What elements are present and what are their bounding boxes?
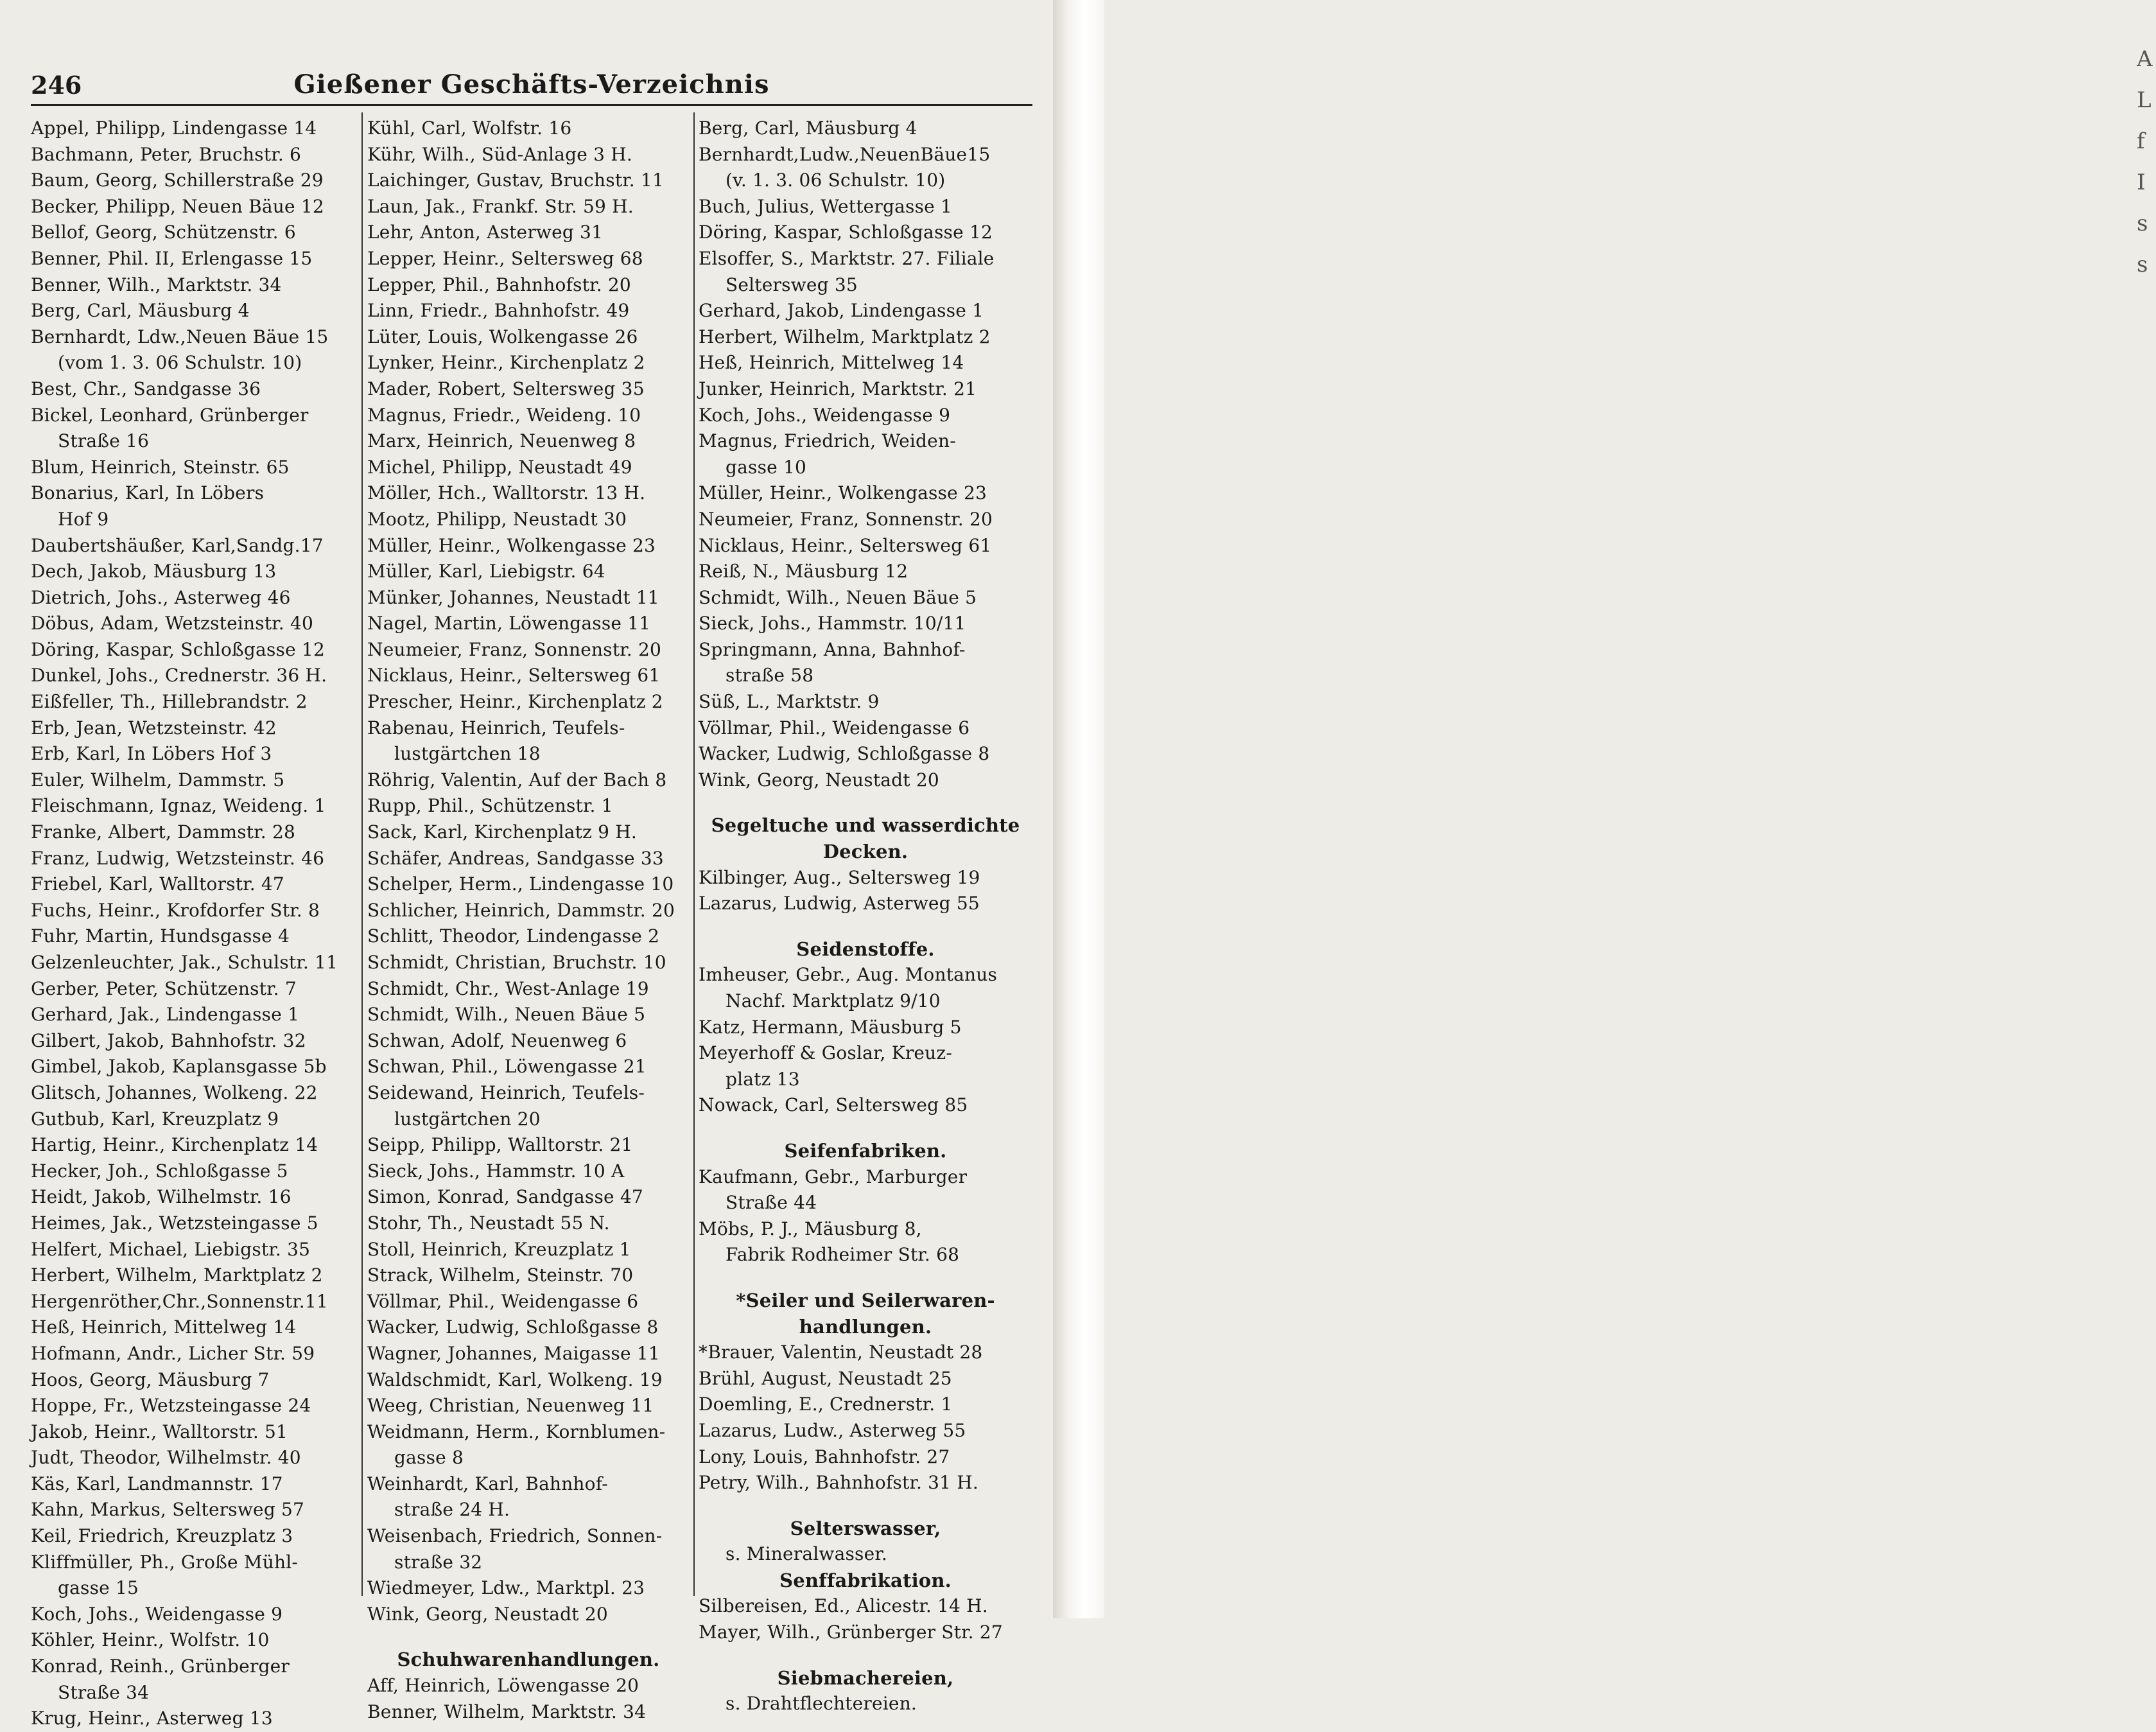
directory-entry: Käs, Karl, Landmannstr. 17	[31, 1473, 283, 1494]
directory-entry: Prescher, Heinr., Kirchenplatz 2	[367, 691, 663, 713]
directory-entry: Buch, Julius, Wettergasse 1	[699, 195, 953, 217]
directory-entry: Schmidt, Christian, Bruchstr. 10	[367, 952, 666, 973]
bleed-letter: A	[2137, 46, 2153, 72]
directory-entry: Simon, Konrad, Sandgasse 47	[367, 1186, 643, 1208]
section-spacer	[367, 1627, 690, 1647]
directory-entry: Lepper, Heinr., Seltersweg 68	[367, 247, 643, 269]
directory-entry: Schmidt, Chr., West-Anlage 19	[367, 977, 649, 999]
directory-entry: Gutbub, Karl, Kreuzplatz 9	[31, 1108, 279, 1130]
section-heading: handlungen.	[799, 1315, 932, 1338]
directory-entry: Schmidt, Wilh., Neuen Bäue 5	[367, 1004, 646, 1026]
directory-entry: Magnus, Friedrich, Weiden-	[699, 430, 956, 452]
bleed-letter: I	[2137, 170, 2146, 195]
section-spacer	[699, 1496, 1032, 1516]
directory-entry: Best, Chr., Sandgasse 36	[31, 378, 261, 399]
directory-entry: Gilbert, Jakob, Bahnhofstr. 32	[31, 1029, 306, 1051]
entry-continuation: Nachf. Marktplatz 9/10	[726, 990, 941, 1011]
directory-entry: Kilbinger, Aug., Seltersweg 19	[699, 866, 980, 888]
directory-entry: Wink, Georg, Neustadt 20	[367, 1603, 608, 1625]
entry-continuation: Fabrik Rodheimer Str. 68	[726, 1244, 960, 1266]
directory-entry: Reiß, N., Mäusburg 12	[699, 561, 908, 582]
section-spacer	[699, 793, 1032, 812]
directory-entry: Schlitt, Theodor, Lindengasse 2	[367, 925, 660, 947]
directory-entry: Müller, Karl, Liebigstr. 64	[367, 561, 605, 582]
directory-entry: Dech, Jakob, Mäusburg 13	[31, 561, 277, 582]
directory-entry: Glitsch, Johannes, Wolkeng. 22	[31, 1081, 318, 1103]
directory-entry: Katz, Hermann, Mäusburg 5	[699, 1016, 962, 1038]
directory-entry: Hergenröther,Chr.,Sonnenstr.11	[31, 1290, 328, 1312]
directory-entry: Schwan, Adolf, Neuenweg 6	[367, 1029, 627, 1051]
directory-entry: Lony, Louis, Bahnhofstr. 27	[699, 1446, 950, 1467]
bleed-letter: s	[2137, 211, 2148, 236]
directory-entry: Döbus, Adam, Wetzsteinstr. 40	[31, 613, 314, 634]
directory-entry: Imheuser, Gebr., Aug. Montanus	[699, 964, 998, 986]
directory-entry: Mayer, Wilh., Grünberger Str. 27	[699, 1622, 1003, 1643]
directory-entry: Bernhardt,Ludw.,NeuenBäue15	[699, 143, 991, 165]
bleed-through-letters	[2137, 39, 2156, 285]
directory-entry: Erb, Karl, In Löbers Hof 3	[31, 743, 272, 765]
directory-entry: Nowack, Carl, Seltersweg 85	[699, 1094, 968, 1116]
directory-entry: Kühr, Wilh., Süd-Anlage 3 H.	[367, 143, 632, 165]
directory-entry: Hartig, Heinr., Kirchenplatz 14	[31, 1134, 318, 1156]
page-edge-shadow	[1053, 0, 2153, 1618]
directory-entry: Wacker, Ludwig, Schloßgasse 8	[367, 1316, 659, 1338]
directory-entry: Benner, Wilh., Marktstr. 34	[31, 274, 282, 295]
entry-continuation: s. Drahtflechtereien.	[726, 1693, 917, 1715]
directory-entry: Münker, Johannes, Neustadt 11	[367, 586, 659, 608]
directory-entry: Völlmar, Phil., Weidengasse 6	[699, 717, 970, 739]
entry-continuation: Straße 34	[58, 1681, 150, 1703]
directory-entry: Aff, Heinrich, Löwengasse 20	[367, 1675, 639, 1697]
directory-entry: Lehr, Anton, Asterweg 31	[367, 222, 604, 243]
directory-entry: Rupp, Phil., Schützenstr. 1	[367, 795, 613, 817]
directory-entry: Daubertshäußer, Karl,Sandg.17	[31, 534, 324, 556]
section-heading: Segeltuche und wasserdichte	[711, 814, 1020, 837]
directory-entry: Friebel, Karl, Walltorstr. 47	[31, 873, 284, 895]
section-heading: Seidenstoffe.	[796, 938, 935, 960]
directory-entry: Bachmann, Peter, Bruchstr. 6	[31, 143, 302, 165]
directory-entry: Wiedmeyer, Ldw., Marktpl. 23	[367, 1577, 645, 1599]
section-heading: Selterswasser,	[790, 1517, 941, 1539]
directory-entry: Schelper, Herm., Lindengasse 10	[367, 873, 674, 895]
directory-entry: Gerhard, Jakob, Lindengasse 1	[699, 300, 984, 322]
directory-entry: Silbereisen, Ed., Alicestr. 14 H.	[699, 1595, 988, 1617]
column-divider	[361, 112, 363, 1596]
directory-entry: Weinhardt, Karl, Bahnhof-	[367, 1473, 608, 1494]
directory-entry: Rabenau, Heinrich, Teufels-	[367, 717, 625, 739]
directory-entry: Gerber, Peter, Schützenstr. 7	[31, 977, 297, 999]
section-heading: Senffabrikation.	[779, 1569, 952, 1591]
section-heading: Seifenfabriken.	[784, 1139, 947, 1162]
directory-entry: Petry, Wilh., Bahnhofstr. 31 H.	[699, 1472, 978, 1494]
directory-entry: Laichinger, Gustav, Bruchstr. 11	[367, 170, 665, 191]
section-spacer	[699, 1646, 1032, 1665]
bleed-letter: L	[2137, 87, 2152, 113]
entry-continuation: (vom 1. 3. 06 Schulstr. 10)	[58, 352, 302, 374]
directory-entry: Bernhardt, Ldw.,Neuen Bäue 15	[31, 326, 329, 347]
entry-continuation: (v. 1. 3. 06 Schulstr. 10)	[726, 170, 946, 191]
entry-continuation: gasse 15	[58, 1577, 139, 1599]
directory-entry: Röhrig, Valentin, Auf der Bach 8	[367, 769, 667, 791]
directory-entry: Heimes, Jak., Wetzsteingasse 5	[31, 1212, 318, 1234]
directory-entry: Koch, Johs., Weidengasse 9	[699, 404, 951, 426]
directory-entry: Judt, Theodor, Wilhelmstr. 40	[31, 1447, 301, 1469]
directory-entry: Mootz, Philipp, Neustadt 30	[367, 508, 627, 530]
directory-entry: Fleischmann, Ignaz, Weideng. 1	[31, 795, 326, 817]
directory-entry: Koch, Johs., Weidengasse 9	[31, 1603, 283, 1625]
bleed-letter: s	[2137, 252, 2148, 277]
directory-entry: Meyerhoff & Goslar, Kreuz-	[699, 1042, 953, 1064]
directory-entry: Hecker, Joh., Schloßgasse 5	[31, 1160, 288, 1182]
directory-entry: Weisenbach, Friedrich, Sonnen-	[367, 1525, 663, 1547]
directory-entry: Bellof, Georg, Schützenstr. 6	[31, 222, 296, 243]
entry-continuation: Straße 44	[726, 1192, 817, 1214]
directory-entry: Lazarus, Ludw., Asterweg 55	[699, 1419, 966, 1441]
directory-entry: Hoppe, Fr., Wetzsteingasse 24	[31, 1395, 311, 1417]
directory-entry: Weidmann, Herm., Kornblumen-	[367, 1421, 666, 1442]
directory-entry: Wacker, Ludwig, Schloßgasse 8	[699, 743, 990, 765]
entry-continuation: s. Mineralwasser.	[726, 1543, 888, 1565]
directory-entry: Seidewand, Heinrich, Teufels-	[367, 1081, 645, 1103]
directory-entry: Nicklaus, Heinr., Seltersweg 61	[699, 534, 992, 556]
directory-entry: Franke, Albert, Dammstr. 28	[31, 821, 295, 843]
directory-entry: Konrad, Reinh., Grünberger	[31, 1656, 290, 1677]
directory-entry: Nicklaus, Heinr., Seltersweg 61	[367, 665, 661, 687]
header-rule	[31, 104, 1032, 106]
directory-entry: Strack, Wilhelm, Steinstr. 70	[367, 1264, 634, 1286]
directory-entry: Blum, Heinrich, Steinstr. 65	[31, 456, 290, 478]
page-number: 246	[31, 71, 82, 100]
directory-entry: Helfert, Michael, Liebigstr. 35	[31, 1238, 311, 1260]
directory-entry: Benner, Wilhelm, Marktstr. 34	[367, 1701, 647, 1722]
directory-entry: Mader, Robert, Seltersweg 35	[367, 378, 645, 399]
section-spacer	[699, 917, 1032, 936]
bleed-letter: f	[2137, 128, 2145, 154]
entry-continuation: gasse 8	[394, 1447, 464, 1469]
directory-entry: Seipp, Philipp, Walltorstr. 21	[367, 1134, 633, 1156]
entry-continuation: lustgärtchen 20	[394, 1108, 541, 1130]
directory-entry: Jakob, Heinr., Walltorstr. 51	[31, 1421, 288, 1442]
directory-column-3	[699, 116, 1032, 1715]
section-heading: Siebmachereien,	[777, 1666, 954, 1689]
entry-continuation: Hof 9	[58, 508, 109, 530]
directory-entry: Hofmann, Andr., Licher Str. 59	[31, 1342, 315, 1364]
section-spacer	[699, 1268, 1032, 1288]
directory-entry: Schlicher, Heinrich, Dammstr. 20	[367, 899, 675, 921]
directory-entry: Berg, Carl, Mäusburg 4	[699, 118, 917, 139]
directory-entry: Döring, Kaspar, Schloßgasse 12	[31, 638, 325, 660]
directory-column-1	[31, 116, 360, 1729]
directory-entry: Sieck, Johs., Hammstr. 10/11	[699, 613, 966, 634]
directory-entry: Kaufmann, Gebr., Marburger	[699, 1166, 968, 1187]
directory-entry: *Brauer, Valentin, Neustadt 28	[699, 1342, 983, 1363]
section-heading: Decken.	[822, 841, 908, 863]
directory-entry: Berg, Carl, Mäusburg 4	[31, 300, 250, 322]
directory-entry: Linn, Friedr., Bahnhofstr. 49	[367, 300, 630, 322]
directory-entry: Neumeier, Franz, Sonnenstr. 20	[367, 638, 662, 660]
directory-entry: Michel, Philipp, Neustadt 49	[367, 456, 632, 478]
directory-entry: Lynker, Heinr., Kirchenplatz 2	[367, 352, 645, 374]
directory-entry: Schäfer, Andreas, Sandgasse 33	[367, 847, 664, 869]
directory-entry: Sieck, Johs., Hammstr. 10 A	[367, 1160, 625, 1182]
directory-entry: Köhler, Heinr., Wolfstr. 10	[31, 1629, 270, 1651]
directory-entry: Erb, Jean, Wetzsteinstr. 42	[31, 717, 277, 739]
directory-entry: Dunkel, Johs., Crednerstr. 36 H.	[31, 665, 327, 687]
directory-entry: Laun, Jak., Frankf. Str. 59 H.	[367, 195, 634, 217]
directory-entry: Fuchs, Heinr., Krofdorfer Str. 8	[31, 899, 320, 921]
directory-entry: Fuhr, Martin, Hundsgasse 4	[31, 925, 290, 947]
directory-entry: Schwan, Phil., Löwengasse 21	[367, 1056, 647, 1078]
directory-entry: Marx, Heinrich, Neuenweg 8	[367, 430, 636, 452]
directory-entry: Möller, Hch., Walltorstr. 13 H.	[367, 482, 646, 504]
entry-continuation: gasse 10	[726, 456, 807, 478]
entry-continuation: lustgärtchen 18	[394, 743, 541, 765]
directory-entry: Heidt, Jakob, Wilhelmstr. 16	[31, 1186, 291, 1208]
directory-entry: Herbert, Wilhelm, Marktplatz 2	[31, 1264, 323, 1286]
directory-entry: Lazarus, Ludwig, Asterweg 55	[699, 893, 980, 914]
directory-entry: Appel, Philipp, Lindengasse 14	[31, 118, 317, 139]
directory-entry: Gelzenleuchter, Jak., Schulstr. 11	[31, 952, 338, 973]
entry-continuation: Seltersweg 35	[726, 274, 858, 295]
directory-entry: Euler, Wilhelm, Dammstr. 5	[31, 769, 285, 791]
directory-entry: Gimbel, Jakob, Kaplansgasse 5b	[31, 1056, 327, 1078]
directory-entry: Herbert, Wilhelm, Marktplatz 2	[699, 326, 991, 347]
directory-entry: Schmidt, Wilh., Neuen Bäue 5	[699, 586, 977, 608]
directory-entry: Lepper, Phil., Bahnhofstr. 20	[367, 274, 631, 295]
directory-entry: Nagel, Martin, Löwengasse 11	[367, 613, 651, 634]
section-spacer	[699, 1119, 1032, 1138]
directory-entry: Brühl, August, Neustadt 25	[699, 1367, 952, 1389]
directory-entry: Wagner, Johannes, Maigasse 11	[367, 1342, 660, 1364]
directory-entry: Weeg, Christian, Neuenweg 11	[367, 1395, 654, 1417]
directory-entry: Sack, Karl, Kirchenplatz 9 H.	[367, 821, 637, 843]
directory-entry: Waldschmidt, Karl, Wolkeng. 19	[367, 1369, 663, 1390]
section-heading: *Seiler und Seilerwaren-	[736, 1289, 995, 1311]
directory-entry: Benner, Phil. II, Erlengasse 15	[31, 247, 313, 269]
directory-entry: Neumeier, Franz, Sonnenstr. 20	[699, 508, 993, 530]
directory-entry: Bickel, Leonhard, Grünberger	[31, 404, 309, 426]
directory-entry: Döring, Kaspar, Schloßgasse 12	[699, 222, 993, 243]
directory-entry: Eißfeller, Th., Hillebrandstr. 2	[31, 691, 308, 713]
directory-entry: Doemling, E., Crednerstr. 1	[699, 1394, 953, 1415]
entry-continuation: straße 58	[726, 665, 814, 687]
directory-entry: Stohr, Th., Neustadt 55 N.	[367, 1212, 610, 1234]
column-divider	[693, 112, 695, 1596]
page-header	[31, 64, 1032, 103]
directory-entry: Junker, Heinrich, Marktstr. 21	[699, 378, 977, 399]
directory-entry: Elsoffer, S., Marktstr. 27. Filiale	[699, 247, 995, 269]
entry-continuation: straße 24 H.	[394, 1499, 510, 1521]
directory-entry: Süß, L., Marktstr. 9	[699, 691, 880, 713]
directory-entry: Keil, Friedrich, Kreuzplatz 3	[31, 1525, 293, 1547]
directory-entry: Springmann, Anna, Bahnhof-	[699, 638, 966, 660]
directory-entry: Bonarius, Karl, In Löbers	[31, 482, 265, 504]
directory-entry: Heß, Heinrich, Mittelweg 14	[31, 1316, 297, 1338]
directory-entry: Müller, Heinr., Wolkengasse 23	[699, 482, 987, 504]
directory-entry: Völlmar, Phil., Weidengasse 6	[367, 1290, 639, 1312]
directory-entry: Becker, Philipp, Neuen Bäue 12	[31, 195, 324, 217]
directory-column-2	[367, 116, 690, 1722]
directory-entry: Lüter, Louis, Wolkengasse 26	[367, 326, 638, 347]
entry-continuation: platz 13	[726, 1068, 800, 1090]
directory-entry: Gerhard, Jak., Lindengasse 1	[31, 1004, 300, 1026]
directory-entry: Wink, Georg, Neustadt 20	[699, 769, 939, 791]
directory-entry: Magnus, Friedr., Weideng. 10	[367, 404, 641, 426]
directory-entry: Baum, Georg, Schillerstraße 29	[31, 170, 324, 191]
section-heading: Schuhwarenhandlungen.	[397, 1649, 660, 1671]
directory-entry: Kliffmüller, Ph., Große Mühl-	[31, 1551, 299, 1573]
directory-entry: Hoos, Georg, Mäusburg 7	[31, 1369, 270, 1390]
directory-entry: Müller, Heinr., Wolkengasse 23	[367, 534, 656, 556]
directory-entry: Kühl, Carl, Wolfstr. 16	[367, 118, 572, 139]
entry-continuation: Straße 16	[58, 430, 150, 452]
running-title: Gießener Geschäfts-Verzeichnis	[293, 69, 770, 100]
directory-entry: Franz, Ludwig, Wetzsteinstr. 46	[31, 847, 325, 869]
entry-continuation: straße 32	[394, 1551, 483, 1573]
directory-entry: Heß, Heinrich, Mittelweg 14	[699, 352, 964, 374]
directory-entry: Kahn, Markus, Seltersweg 57	[31, 1499, 305, 1521]
directory-entry: Stoll, Heinrich, Kreuzplatz 1	[367, 1238, 631, 1260]
directory-entry: Dietrich, Johs., Asterweg 46	[31, 586, 291, 608]
directory-entry: Krug, Heinr., Asterweg 13	[31, 1708, 273, 1729]
directory-entry: Möbs, P. J., Mäusburg 8,	[699, 1218, 922, 1239]
